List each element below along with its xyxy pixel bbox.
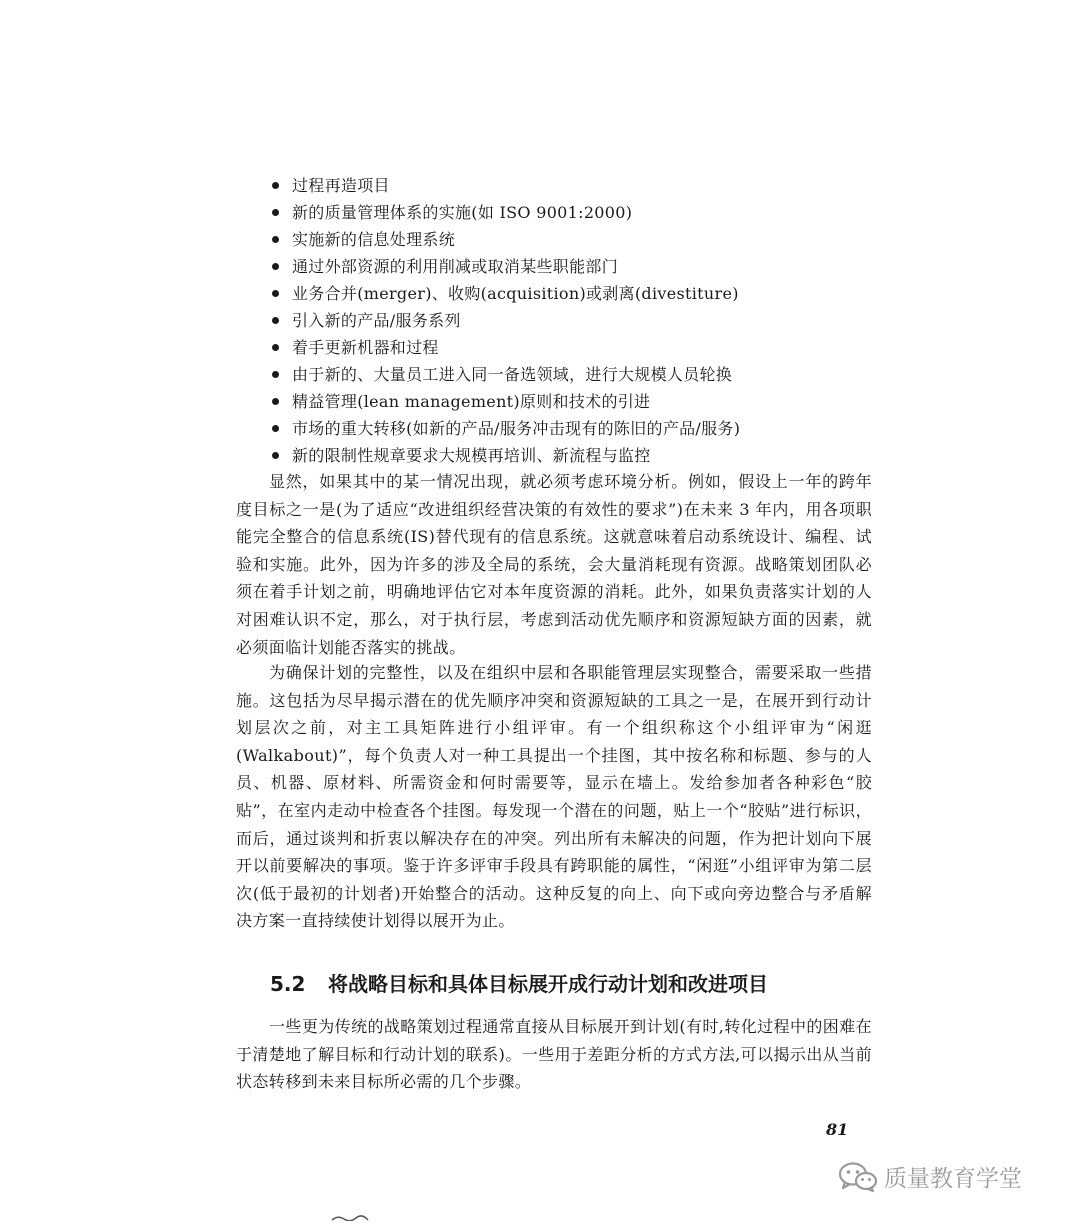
bullet-item bbox=[272, 280, 892, 307]
bullet-text: 精益管理(lean management)原则和技术的引进 bbox=[292, 392, 651, 411]
bullet-icon bbox=[272, 317, 279, 324]
bullet-text: 市场的重大转移(如新的产品/服务冲击现有的陈旧的产品/服务) bbox=[292, 419, 741, 438]
bullet-icon bbox=[272, 452, 279, 459]
bullet-icon bbox=[272, 290, 279, 297]
section-paragraph: 一些更为传统的战略策划过程通常直接从目标展开到计划(有时,转化过程中的困难在于清楚地了解目标和行动计划的联系)。一些用于差距分析的方式方法,可以揭示出从当前状态转移到未来目标所必需的几个步骤。 bbox=[236, 1017, 872, 1092]
page-number: 81 bbox=[826, 1120, 849, 1139]
bullet-item bbox=[272, 388, 892, 415]
bullet-item bbox=[272, 253, 892, 280]
bullet-list bbox=[272, 172, 892, 469]
section-title: 将战略目标和具体目标展开成行动计划和改进项目 bbox=[328, 972, 768, 996]
section-number: 5.2 bbox=[270, 972, 306, 996]
bullet-text: 引入新的产品/服务系列 bbox=[292, 311, 461, 330]
bullet-item bbox=[272, 334, 892, 361]
bullet-icon bbox=[272, 371, 279, 378]
bullet-icon bbox=[272, 209, 279, 216]
scan-artifact bbox=[330, 1215, 370, 1221]
bullet-icon bbox=[272, 182, 279, 189]
watermark bbox=[838, 1160, 1022, 1193]
bullet-item bbox=[272, 415, 892, 442]
bullet-text: 实施新的信息处理系统 bbox=[292, 230, 456, 249]
bullet-text: 通过外部资源的利用削减或取消某些职能部门 bbox=[292, 257, 619, 276]
bullet-text: 过程再造项目 bbox=[292, 176, 390, 195]
bullet-icon bbox=[272, 236, 279, 243]
bullet-icon bbox=[272, 398, 279, 405]
bullet-item bbox=[272, 199, 892, 226]
bullet-icon bbox=[272, 425, 279, 432]
bullet-item bbox=[272, 172, 892, 199]
bullet-text: 新的限制性规章要求大规模再培训、新流程与监控 bbox=[292, 446, 651, 465]
bullet-text: 业务合并(merger)、收购(acquisition)或剥离(divestiture) bbox=[292, 284, 739, 303]
bullet-item bbox=[272, 307, 892, 334]
bullet-icon bbox=[272, 344, 279, 351]
bullet-item bbox=[272, 226, 892, 253]
body-paragraph: 显然，如果其中的某一情况出现，就必须考虑环境分析。例如，假设上一年的跨年度目标之一是(为了适应“改进组织经营决策的有效性的要求”)在未来 3 年内，用各项职能完全整合的信息系统(IS)替代现有的信息系统。这就意味着启动系统设计、编程、试验和实施。此外，因为许多的涉及全局的系统，会大量消耗现有资源。战略策划团队必须在着手计划之前，明确地评估它对本年度资源的消耗。此外，如果负责落实计划的人对困难认识不定，那么，对于执行层，考虑到活动优先顺序和资源短缺方面的因素，就必须面临计划能否落实的挑战。 bbox=[236, 472, 872, 657]
bullet-text: 由于新的、大量员工进入同一备选领域，进行大规模人员轮换 bbox=[292, 365, 733, 384]
wechat-icon bbox=[838, 1161, 878, 1193]
bullet-text: 着手更新机器和过程 bbox=[292, 338, 439, 357]
watermark-text: 质量教育学堂 bbox=[884, 1166, 1022, 1192]
bullet-text: 新的质量管理体系的实施(如 ISO 9001:2000) bbox=[292, 203, 633, 222]
body-paragraph: 为确保计划的完整性，以及在组织中层和各职能管理层实现整合，需要采取一些措施。这包括为尽早揭示潜在的优先顺序冲突和资源短缺的工具之一是，在展开到行动计划层次之前，对主工具矩阵进行小组评审。有一个组织称这个小组评审为“闲逛(Walkabout)”，每个负责人对一种工具提出一个挂图，其中按名称和标题、参与的人员、机器、原材料、所需资金和何时需要等，显示在墙上。发给参加者各种彩色“胶贴”，在室内走动中检查各个挂图。每发现一个潜在的问题，贴上一个“胶贴”进行标识，而后，通过谈判和折衷以解决存在的冲突。列出所有未解决的问题，作为把计划向下展开以前要解决的事项。鉴于许多评审手段具有跨职能的属性，“闲逛”小组评审为第二层次(低于最初的计划者)开始整合的活动。这种反复的向上、向下或向旁边整合与矛盾解决方案一直持续使计划得以展开为止。 bbox=[236, 663, 872, 931]
bullet-item bbox=[272, 361, 892, 388]
bullet-icon bbox=[272, 263, 279, 270]
section-heading bbox=[270, 967, 890, 1001]
bullet-item bbox=[272, 442, 892, 469]
